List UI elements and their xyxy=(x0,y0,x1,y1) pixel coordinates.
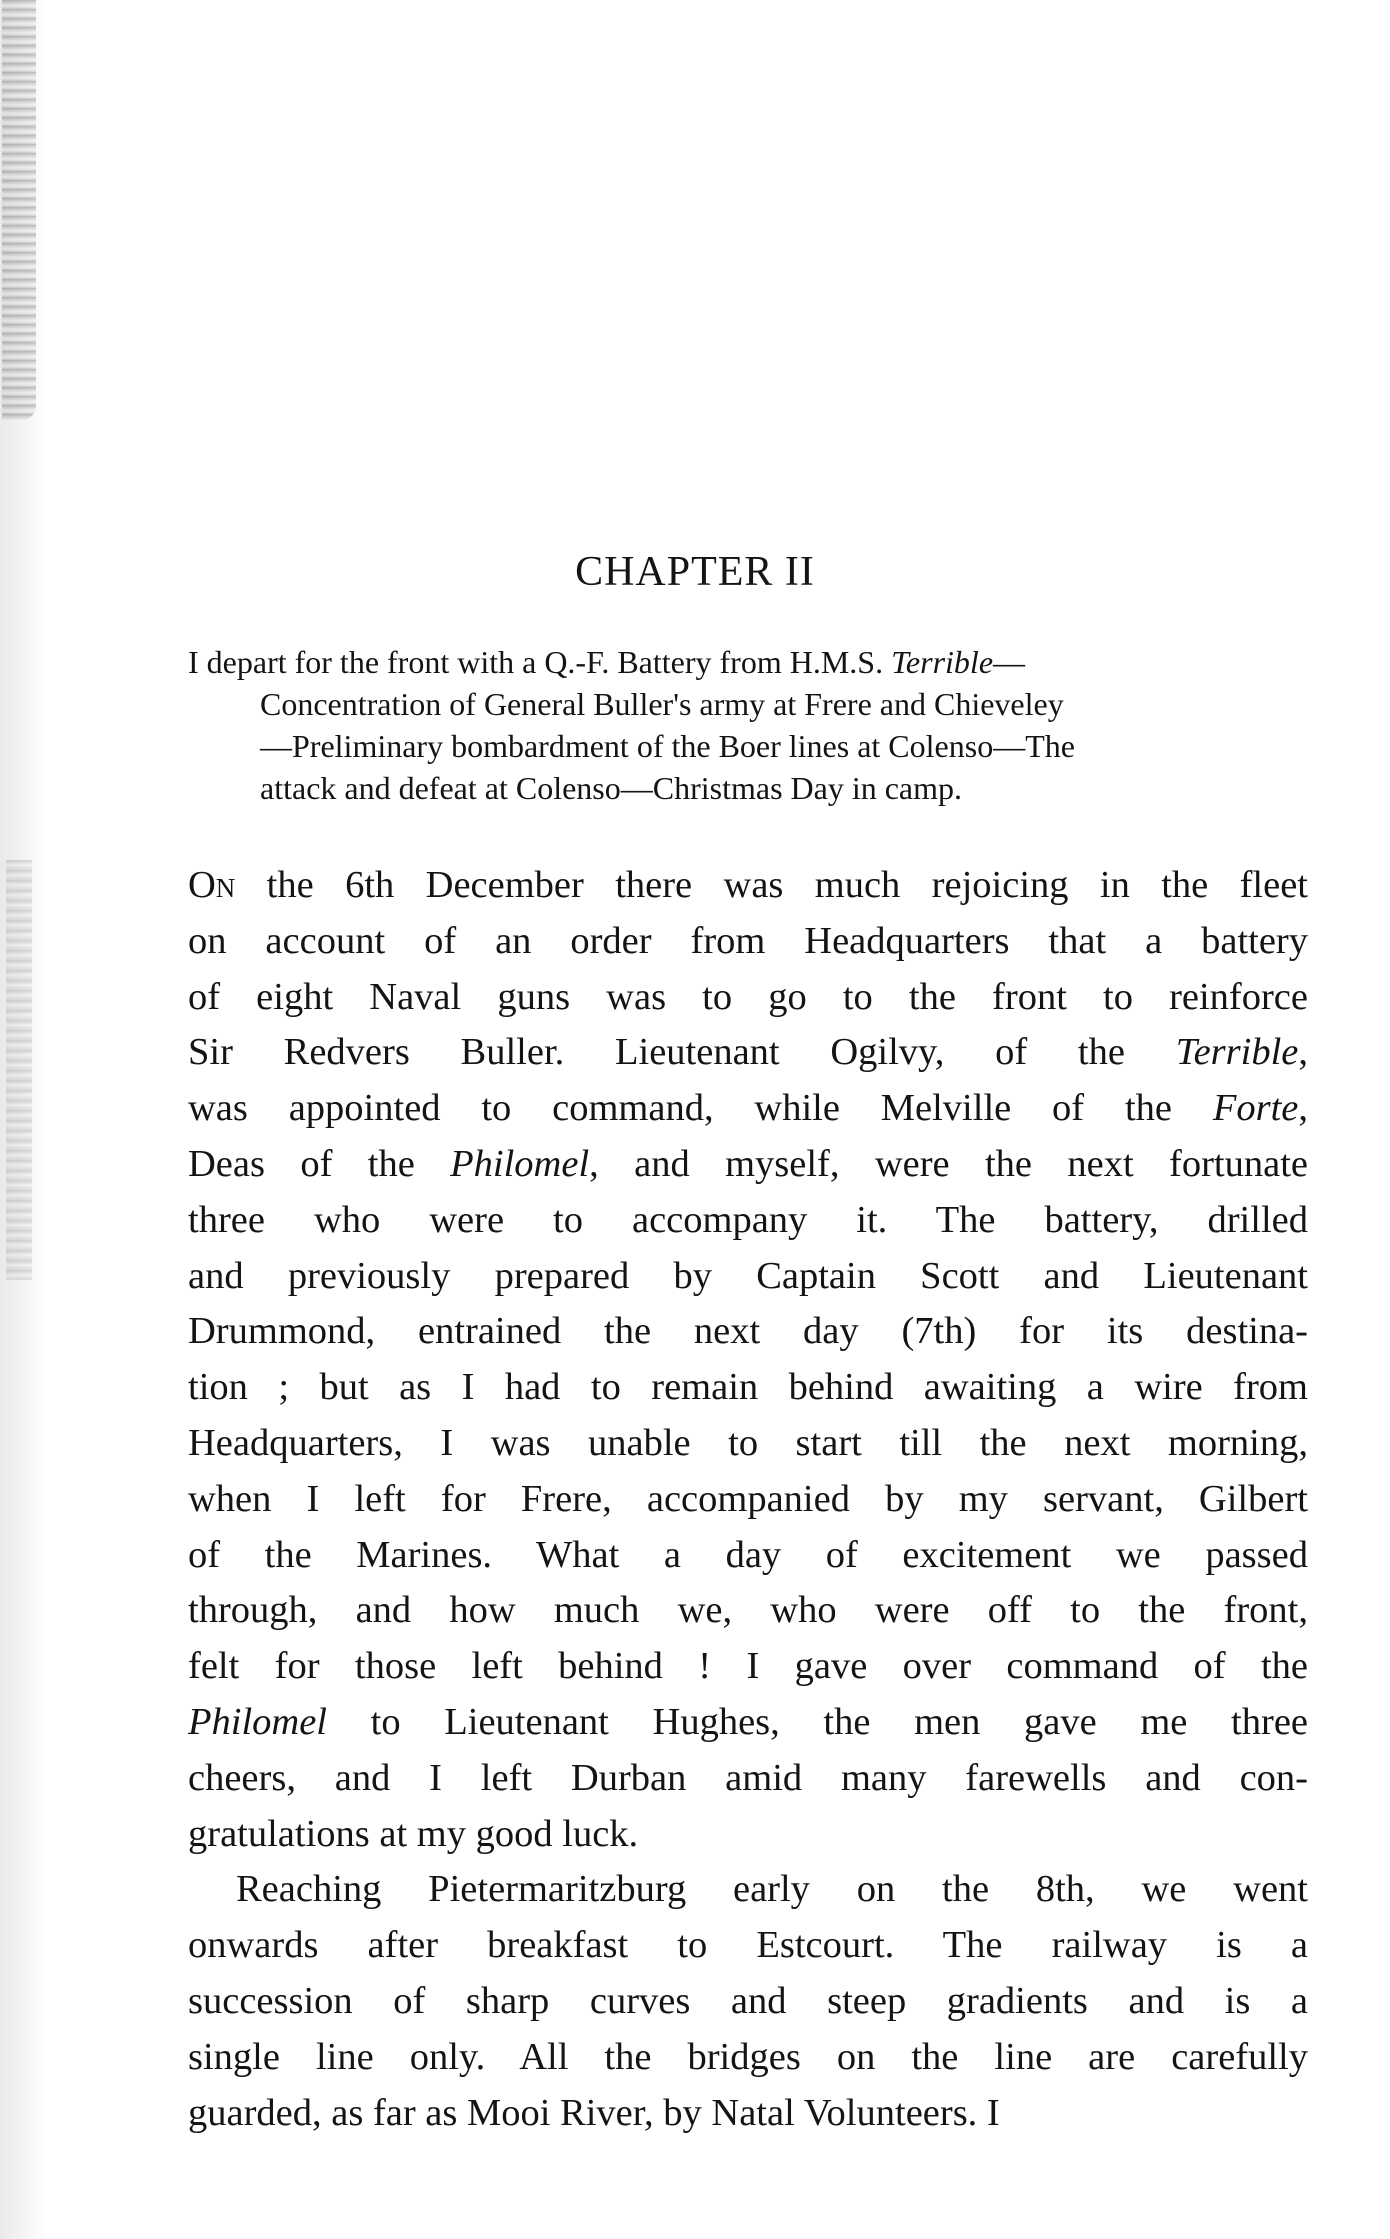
text-line: was appointed to command, while Melville of the Forte, xyxy=(188,1087,1308,1130)
text-line: felt for those left behind ! I gave over command of the xyxy=(188,1645,1308,1688)
text-line: Drummond, entrained the next day (7th) for its destina- xyxy=(188,1310,1308,1353)
synopsis-line: Concentration of General Buller's army at Frere and Chieveley xyxy=(260,686,1064,722)
text-line: succession of sharp curves and steep gradients and is a xyxy=(188,1979,1308,2022)
text-line: on account of an order from Headquarters that a battery xyxy=(188,919,1308,962)
text-line: cheers, and I left Durban amid many farewells and con- xyxy=(188,1756,1308,1799)
text-line: guarded, as far as Mooi River, by Natal Volunteers. I xyxy=(188,2091,1000,2134)
text-line: through, and how much we, who were off to the front, xyxy=(188,1589,1308,1632)
text-line: three who were to accompany it. The battery, drilled xyxy=(188,1198,1308,1241)
text-line: gratulations at my good luck. xyxy=(188,1812,639,1855)
synopsis-line: I depart for the front with a Q.-F. Battery from H.M.S. Terrible— xyxy=(188,644,1026,680)
text-line: and previously prepared by Captain Scott and Lieutenant xyxy=(188,1254,1308,1297)
text-line: onwards after breakfast to Estcourt. The railway is a xyxy=(188,1924,1308,1967)
scan-gutter-mark-top xyxy=(2,0,36,420)
text-line: Headquarters, I was unable to start till the next morning, xyxy=(188,1421,1308,1464)
body-text xyxy=(188,858,1308,2141)
synopsis-line: —Preliminary bombardment of the Boer lines at Colenso—The xyxy=(260,728,1075,764)
scan-gutter-mark-middle xyxy=(6,860,32,1280)
text-line: Sir Redvers Buller. Lieutenant Ogilvy, of the Terrible, xyxy=(188,1031,1308,1074)
text-line: single line only. All the bridges on the line are carefully xyxy=(188,2035,1308,2078)
chapter-title: CHAPTER II xyxy=(575,549,815,595)
paragraph-1 xyxy=(188,858,1308,1862)
text-line: of eight Naval guns was to go to the front to reinforce xyxy=(188,975,1308,1018)
text-line: Reaching Pietermaritzburg early on the 8th, we went xyxy=(236,1868,1308,1911)
text-line: of the Marines. What a day of excitement we passed xyxy=(188,1533,1308,1576)
synopsis-line: attack and defeat at Colenso—Christmas Day in camp. xyxy=(260,770,963,806)
text-line: tion ; but as I had to remain behind awaiting a wire from xyxy=(188,1366,1308,1409)
text-line: Deas of the Philomel, and myself, were the next fortunate xyxy=(188,1142,1308,1185)
text-line: On the 6th December there was much rejoicing in the fleet xyxy=(188,864,1308,906)
text-line: Philomel to Lieutenant Hughes, the men gave me three xyxy=(188,1700,1308,1743)
text-line: when I left for Frere, accompanied by my servant, Gilbert xyxy=(188,1477,1308,1520)
chapter-synopsis xyxy=(188,641,1303,809)
paragraph-2 xyxy=(188,1862,1308,2141)
